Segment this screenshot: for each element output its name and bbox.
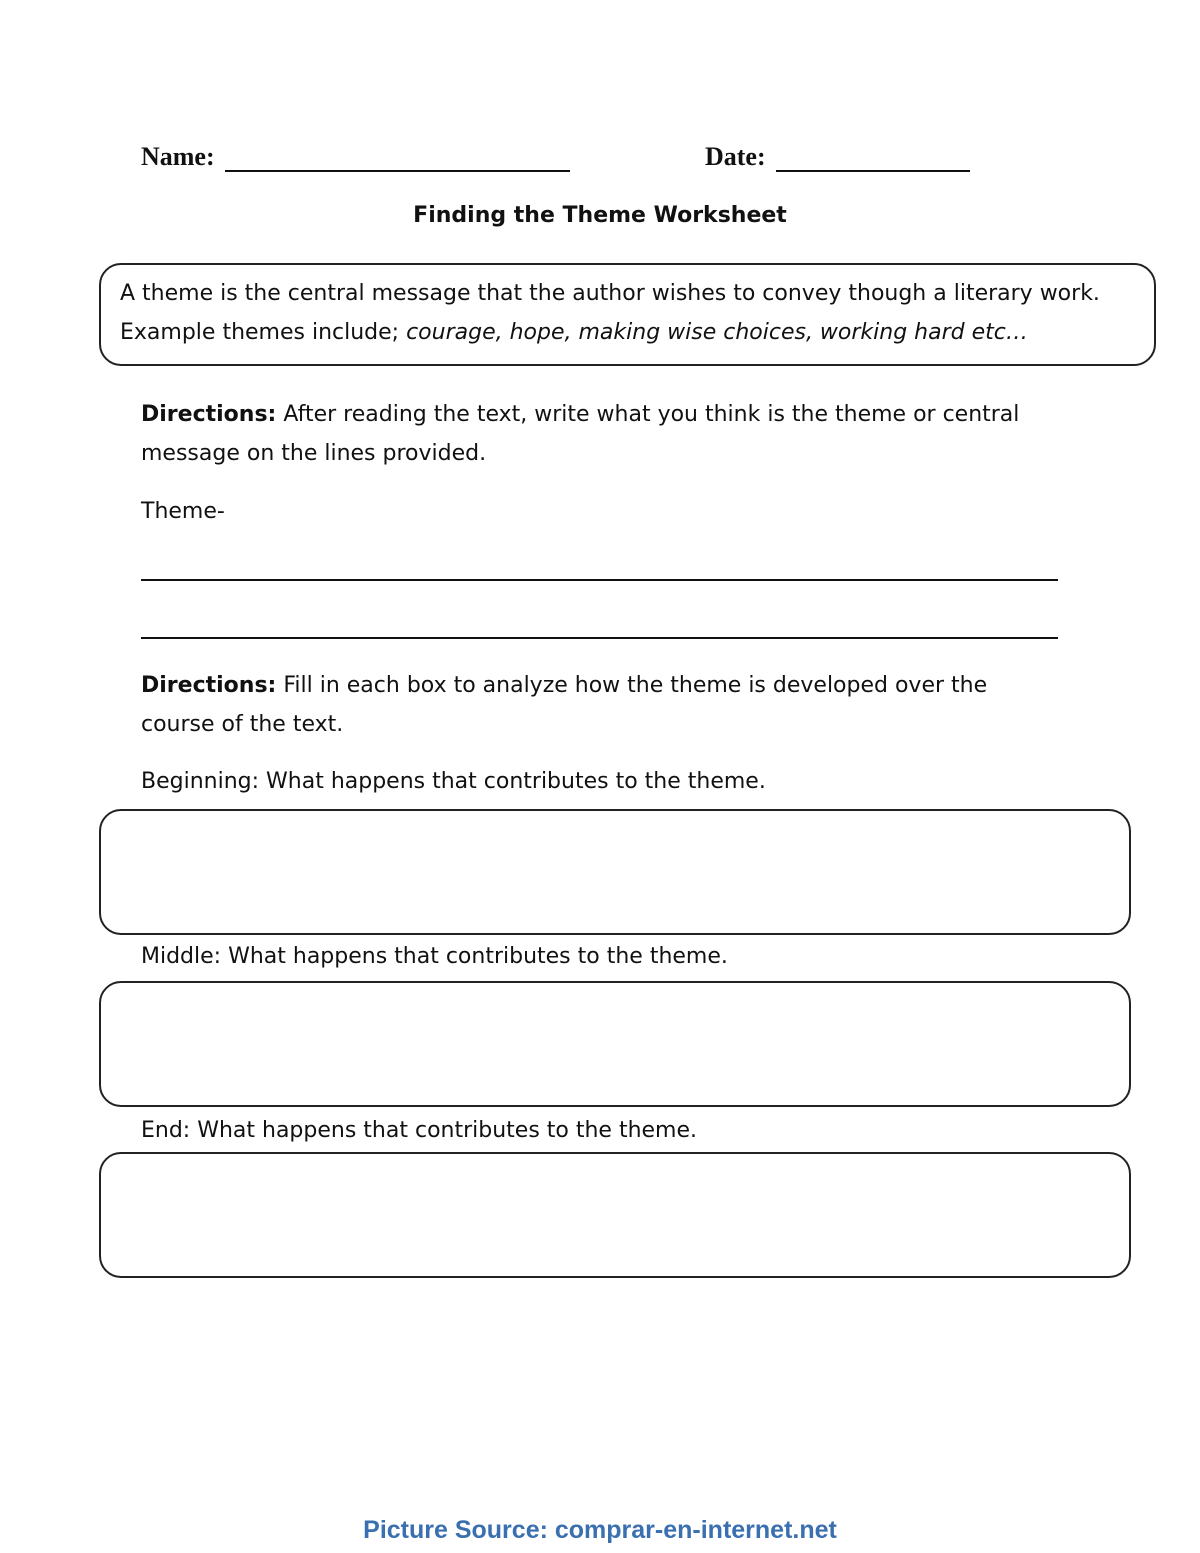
source-caption: Picture Source: comprar-en-internet.net xyxy=(363,1516,837,1544)
theme-label: Theme- xyxy=(141,499,225,524)
directions-1-line-2: message on the lines provided. xyxy=(141,441,487,466)
middle-label: Middle: What happens that contributes to the theme. xyxy=(141,944,728,969)
definition-examples: courage, hope, making wise choices, working hard etc… xyxy=(406,320,1028,345)
end-label: End: What happens that contributes to the theme. xyxy=(141,1118,698,1143)
directions-1-line-1 xyxy=(141,395,1019,434)
definition-line-2 xyxy=(120,313,1028,352)
middle-answer-box[interactable] xyxy=(99,981,1131,1107)
date-label: Date: xyxy=(705,142,766,171)
definition-line-1: A theme is the central message that the author wishes to convey though a literary work. xyxy=(120,281,1100,306)
name-label: Name: xyxy=(141,142,215,171)
directions-2-line-1 xyxy=(141,666,987,705)
end-answer-box[interactable] xyxy=(99,1152,1131,1278)
name-blank-line[interactable] xyxy=(225,170,570,172)
date-blank-line[interactable] xyxy=(776,170,970,172)
directions-1-text: After reading the text, write what you think is the theme or central xyxy=(276,402,1020,427)
directions-2-line-2: course of the text. xyxy=(141,712,344,737)
directions-1-label: Directions: xyxy=(141,402,277,427)
beginning-label: Beginning: What happens that contributes to the theme. xyxy=(141,769,766,794)
directions-2-text: Fill in each box to analyze how the theme is developed over the xyxy=(276,673,988,698)
worksheet-title: Finding the Theme Worksheet xyxy=(413,203,787,228)
theme-answer-line-2[interactable] xyxy=(141,637,1058,639)
definition-prefix: Example themes include; xyxy=(120,320,407,345)
directions-2-label: Directions: xyxy=(141,673,277,698)
beginning-answer-box[interactable] xyxy=(99,809,1131,935)
theme-answer-line-1[interactable] xyxy=(141,579,1058,581)
